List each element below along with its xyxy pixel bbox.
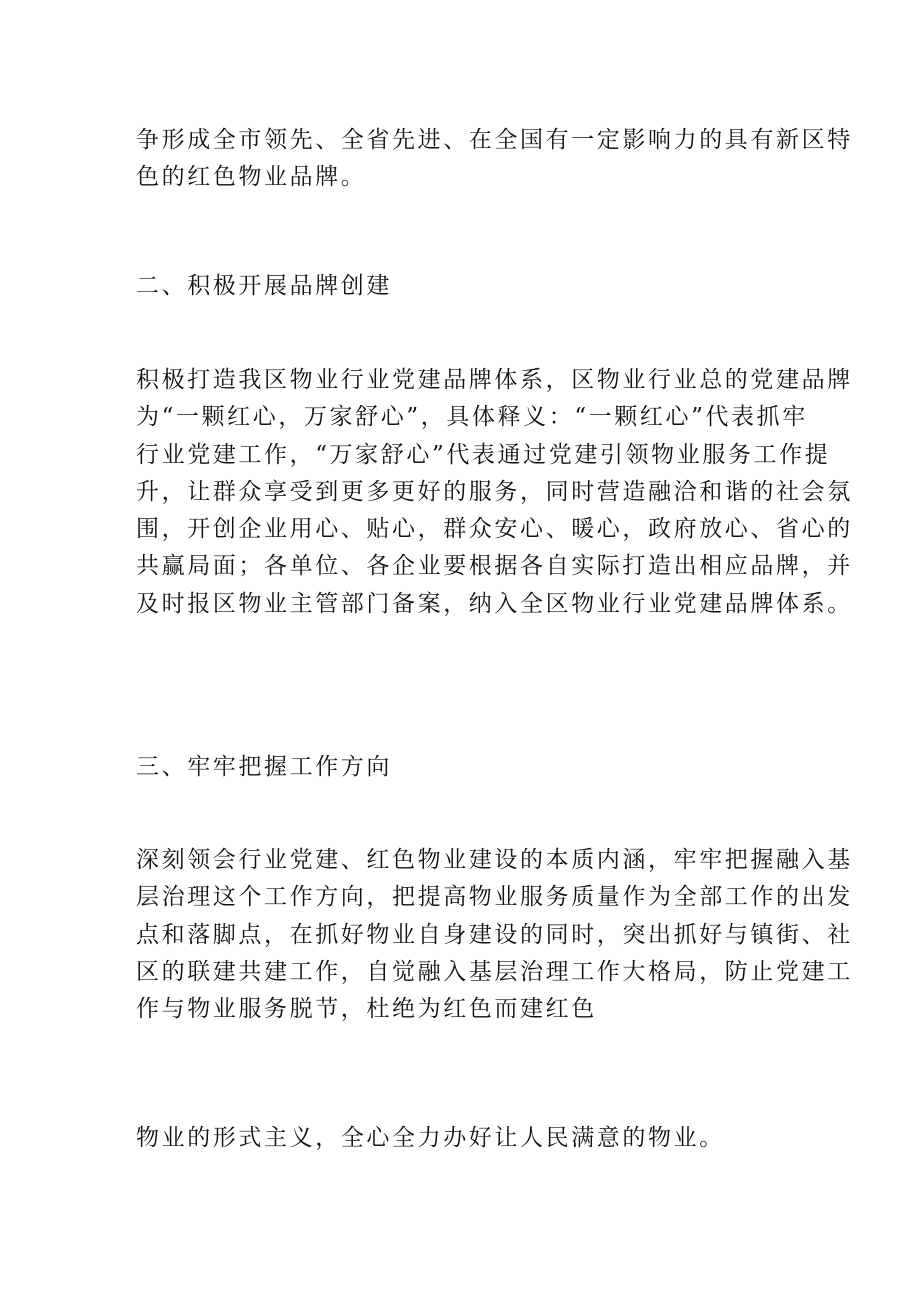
section-heading-brand-building: 二、积极开展品牌创建 xyxy=(136,273,392,299)
intro-paragraph xyxy=(136,122,853,197)
paragraph-line: 为“一颗红心，万家舒心”，具体释义：“一颗红心”代表抓牢 xyxy=(136,404,808,431)
paragraph-line: 围，开创企业用心、贴心，群众安心、暖心，政府放心、省心的 xyxy=(136,516,853,543)
work-direction-paragraph xyxy=(136,842,853,1028)
section-heading-work-direction: 三、牢牢把握工作方向 xyxy=(136,754,392,780)
paragraph-line: 共赢局面；各单位、各企业要根据各自实际打造出相应品牌，并 xyxy=(136,553,853,580)
paragraph-line: 积极打造我区物业行业党建品牌体系，区物业行业总的党建品牌 xyxy=(136,367,853,393)
paragraph-line: 作与物业服务脱节，杜绝为红色而建红色 xyxy=(136,996,597,1023)
paragraph-line: 深刻领会行业党建、红色物业建设的本质内涵，牢牢把握融入基 xyxy=(136,847,853,873)
work-direction-continuation xyxy=(136,1120,791,1157)
paragraph-line: 点和落脚点，在抓好物业自身建设的同时，突出抓好与镇街、社 xyxy=(136,921,853,948)
paragraph-line: 升，让群众享受到更多更好的服务，同时营造融洽和谐的社会氛 xyxy=(136,478,853,505)
paragraph-line: 区的联建共建工作，自觉融入基层治理工作大格局，防止党建工 xyxy=(136,958,853,985)
paragraph-line: 行业党建工作，“万家舒心”代表通过党建引领物业服务工作提 xyxy=(136,441,831,468)
brand-building-paragraph xyxy=(136,362,853,623)
paragraph-line: 争形成全市领先、全省先进、在全国有一定影响力的具有新区特 xyxy=(136,127,853,153)
paragraph-line: 物业的形式主义，全心全力办好让人民满意的物业。 xyxy=(136,1125,725,1151)
paragraph-line: 及时报区物业主管部门备案，纳入全区物业行业党建品牌体系。 xyxy=(136,590,853,617)
paragraph-line: 色的红色物业品牌。 xyxy=(136,164,367,191)
paragraph-line: 层治理这个工作方向，把提高物业服务质量作为全部工作的出发 xyxy=(136,884,853,911)
